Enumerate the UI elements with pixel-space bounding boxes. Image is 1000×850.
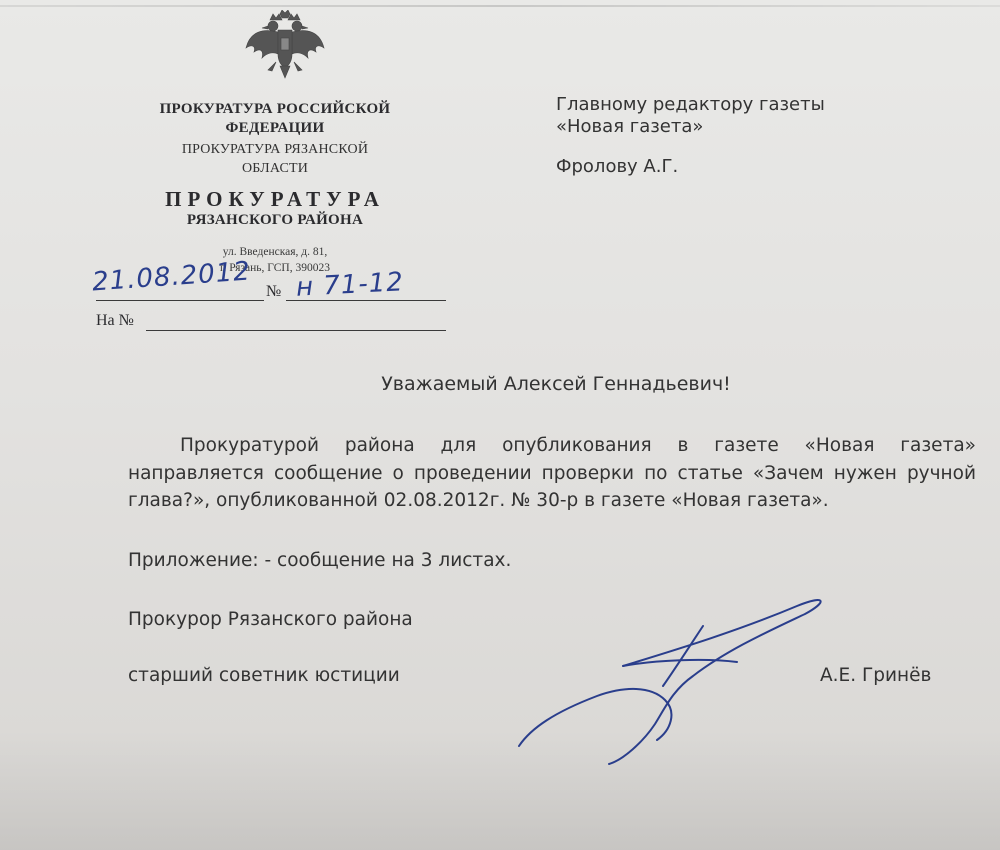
letterhead-line-4: ОБЛАСТИ [241, 161, 309, 176]
signatory-name: А.Е. Гринёв [820, 665, 932, 686]
date-handwritten: 21.08.2012 [91, 256, 252, 298]
letterhead-line-6: РЯЗАНСКОГО РАЙОНА [186, 212, 364, 228]
letterhead-line-3: ПРОКУРАТУРА РЯЗАНСКОЙ [181, 142, 369, 157]
letterhead-line-2: ФЕДЕРАЦИИ [225, 120, 325, 136]
paper-fold [0, 5, 1000, 7]
addressee-line-2: «Новая газета» [556, 116, 704, 137]
number-handwritten: н 71-12 [295, 267, 405, 303]
body-paragraph: Прокуратурой района для опубликования в газете «Новая газета» направляется сообщение о проведении проверки по статье «Зачем нужен ручной глава?», опубликованной 02.08.2012г. № 30-р в газете «Новая газета». [128, 435, 976, 511]
reply-label: На № [96, 312, 134, 329]
date-line [96, 300, 264, 301]
letterhead-address-1: ул. Введенская, д. 81, [222, 246, 328, 258]
letterhead-line-1: ПРОКУРАТУРА РОССИЙСКОЙ [159, 101, 391, 117]
attachment-line: Приложение: - сообщение на 3 листах. [128, 550, 512, 571]
letterhead-line-5: ПРОКУРАТУРА [165, 187, 385, 211]
greeting: Уважаемый Алексей Геннадьевич! [381, 373, 731, 395]
number-sign: № [266, 283, 282, 300]
handwritten-signature [505, 590, 835, 770]
signatory-rank: старший советник юстиции [128, 665, 400, 686]
letterhead-address-2: г. Рязань, ГСП, 390023 [220, 262, 330, 274]
reply-line [146, 330, 446, 331]
addressee-line-1: Главному редактору газеты [556, 94, 825, 115]
paper-shadow [0, 730, 1000, 850]
signatory-position: Прокурор Рязанского района [128, 609, 413, 630]
addressee-line-3: Фролову А.Г. [556, 156, 679, 177]
double-headed-eagle-icon [240, 10, 330, 82]
